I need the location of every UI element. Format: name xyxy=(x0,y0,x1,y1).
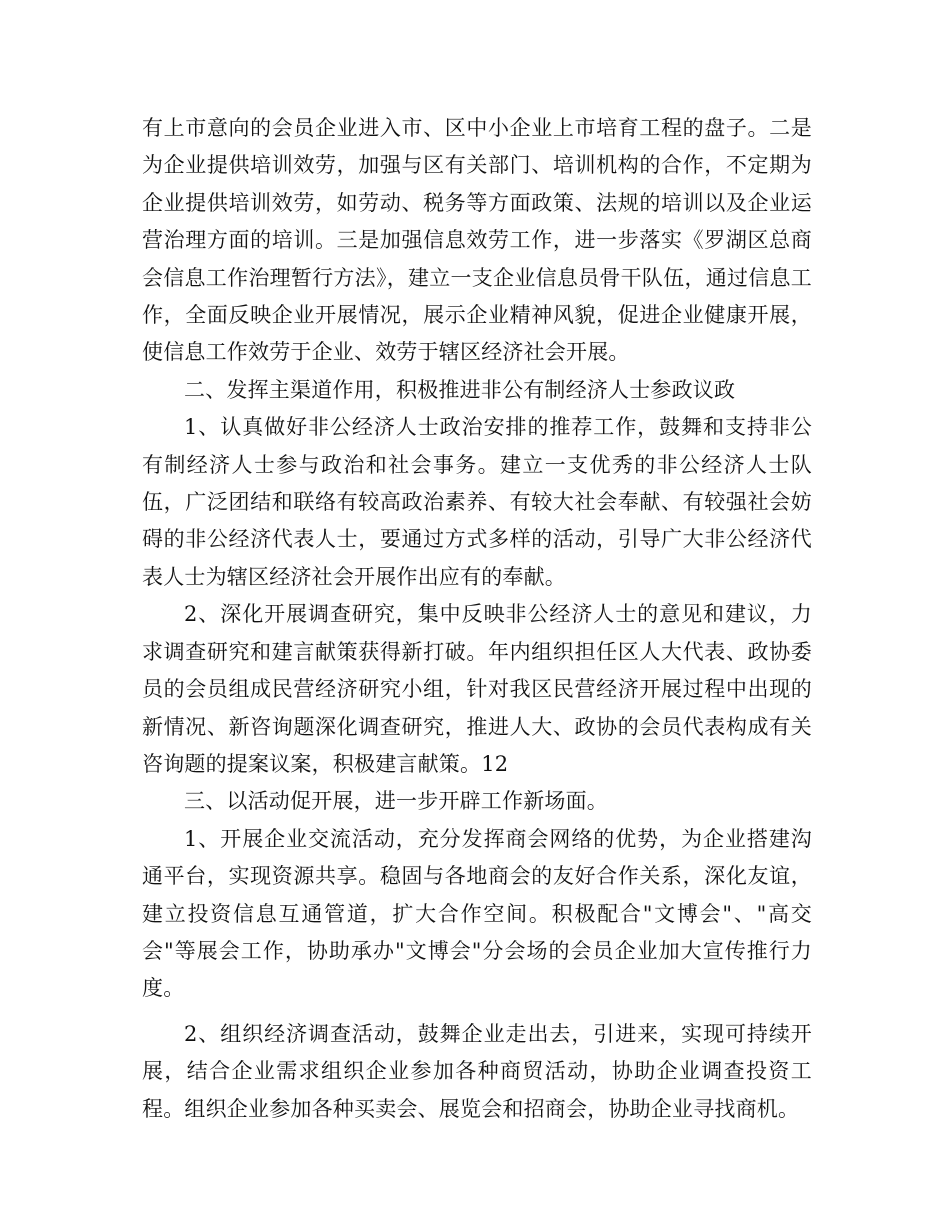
section-heading-two: 二、发挥主渠道作用，积极推进非公有制经济人士参政议政 xyxy=(184,377,736,402)
document-page xyxy=(142,110,812,1128)
paragraph-item-2-2: 2、深化开展调查研究，集中反映非公经济人士的意见和建议，力求调查研究和建言献策获得新打破。年内组织担任区人大代表、政协委员的会员组成民营经济研究小组，针对我区民营经济开展过程中出现的新情况、新咨询题深化调查研究，推进人大、政协的会员代表构成有关咨询题的提案议案，积极建言献策。12 xyxy=(142,602,812,776)
paragraph-item-3-2: 2、组织经济调查活动，鼓舞企业走出去，引进来，实现可持续开展，结合企业需求组织企业参加各种商贸活动，协助企业调查投资工程。组织企业参加各种买卖会、展览会和招商会，协助企业寻找商机。 xyxy=(142,1021,812,1121)
section-heading-three: 三、以活动促开展，进一步开辟工作新场面。 xyxy=(184,789,608,814)
paragraph-continued: 有上市意向的会员企业进入市、区中小企业上市培育工程的盘子。二是为企业提供培训效劳，加强与区有关部门、培训机构的合作，不定期为企业提供培训效劳，如劳动、税务等方面政策、法规的培训以及企业运营治理方面的培训。三是加强信息效劳工作，进一步落实《罗湖区总商会信息工作治理暂行方法》，建立一支企业信息员骨干队伍，通过信息工作，全面反映企业开展情况，展示企业精神风貌，促进企业健康开展，使信息工作效劳于企业、效劳于辖区经济社会开展。 xyxy=(142,116,812,365)
paragraph-item-2-1: 1、认真做好非公经济人士政治安排的推荐工作，鼓舞和支持非公有制经济人士参与政治和社会事务。建立一支优秀的非公经济人士队伍，广泛团结和联络有较高政治素养、有较大社会奉献、有较强社会妨碍的非公经济代表人士，要通过方式多样的活动，引导广大非公经济代表人士为辖区经济社会开展作出应有的奉献。 xyxy=(142,415,812,589)
paragraph-item-3-1: 1、开展企业交流活动，充分发挥商会网络的优势，为企业搭建沟通平台，实现资源共享。稳固与各地商会的友好合作关系，深化友谊，建立投资信息互通管道，扩大合作空间。积极配合"文博会"、"高交会"等展会工作，协助承办"文博会"分会场的会员企业加大宣传推行力度。 xyxy=(142,826,812,1001)
